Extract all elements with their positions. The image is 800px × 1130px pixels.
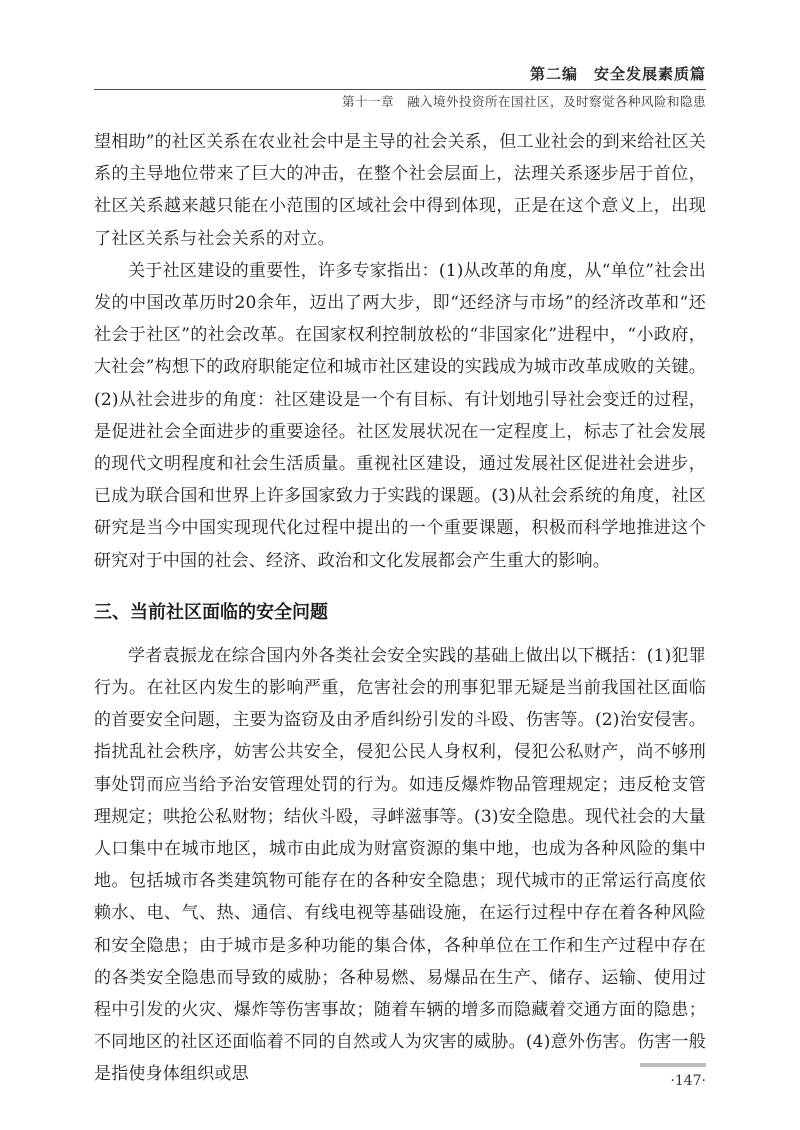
part-title: 第二编 安全发展素质篇 (529, 65, 706, 83)
body-paragraph-continued: 望相助”的社区关系在农业社会中是主导的社会关系，但工业社会的到来给社区关系的主导地位带来了巨大的冲击，在整个社会层面上，法理关系逐步居于首位，社区关系越来越只能在小范围的区域社会中得到体现，正是在这个意义上，出现了社区关系与社会关系的对立。 (94, 132, 706, 249)
running-header (94, 64, 706, 111)
page-body (94, 126, 706, 1091)
section-heading: 三、当前社区面临的安全问题 (94, 601, 328, 623)
footer-rule (640, 1063, 706, 1067)
chapter-title: 第十一章 融入境外投资所在国社区，及时察觉各种风险和隐患 (341, 94, 706, 109)
body-paragraph: 关于社区建设的重要性，许多专家指出：(1)从改革的角度，从“单位”社会出发的中国改革历时20余年，迈出了两大步，即“还经济与市场”的经济改革和“还社会于社区”的社会改革。在国家权利控制放松的“非国家化”进程中，“小政府，大社会”构想下的政府职能定位和城市社区建设的实践成为城市改革成败的关键。(2)从社会进步的角度：社区建设是一个有目标、有计划地引导社会变迁的过程，是促进社会全面进步的重要途径。社区发展状况在一定程度上，标志了社会发展的现代文明程度和社会生活质量。重视社区建设，通过发展社区促进社会进步，已成为联合国和世界上许多国家致力于实践的课题。(3)从社会系统的角度，社区研究是当今中国实现现代化过程中提出的一个重要课题，积极而科学地推进这个研究对于中国的社会、经济、政治和文化发展都会产生重大的影响。 (94, 260, 706, 571)
header-rule (94, 89, 706, 90)
section-paragraph: 学者袁振龙在综合国内外各类社会安全实践的基础上做出以下概括：(1)犯罪行为。在社区内发生的影响严重，危害社会的刑事犯罪无疑是当前我国社区面临的首要安全问题，主要为盗窃及由矛盾纠纷引发的斗殴、伤害等。(2)治安侵害。指扰乱社会秩序，妨害公共安全，侵犯公民人身权利，侵犯公私财产，尚不够刑事处罚而应当给予治安管理处罚的行为。如违反爆炸物品管理规定；违反枪支管理规定；哄抢公私财物；结伙斗殴，寻衅滋事等。(3)安全隐患。现代社会的大量人口集中在城市地区，城市由此成为财富资源的集中地，也成为各种风险的集中地。包括城市各类建筑物可能存在的各种安全隐患；现代城市的正常运行高度依赖水、电、气、热、通信、有线电视等基础设施，在运行过程中存在着各种风险和安全隐患；由于城市是多种功能的集合体，各种单位在工作和生产过程中存在的各类安全隐患而导致的威胁；各种易燃、易爆品在生产、储存、运输、使用过程中引发的火灾、爆炸等伤害事故；随着车辆的增多而隐藏着交通方面的隐患；不同地区的社区还面临着不同的自然或人为灾害的威胁。(4)意外伤害。伤害一般是指使身体组织或思 (94, 645, 706, 1085)
page-number: ·147· (670, 1073, 706, 1089)
